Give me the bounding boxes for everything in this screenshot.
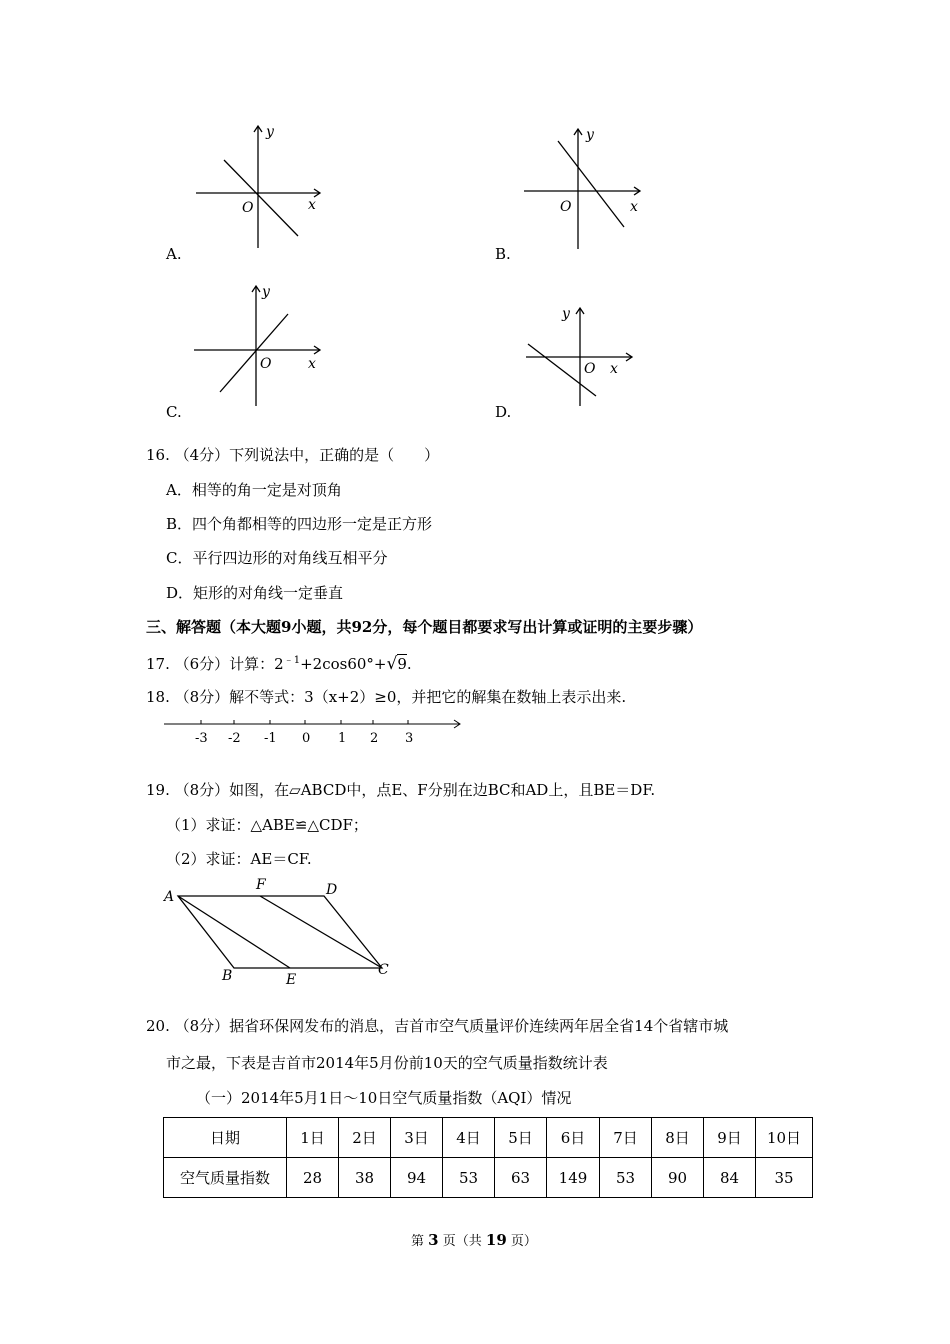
date-cell: 2日 xyxy=(339,1118,391,1158)
graph-option-b xyxy=(518,125,658,255)
row-header-aqi: 空气质量指数 xyxy=(164,1158,287,1198)
table-caption: （一）2014年5月1日～10日空气质量指数（AQI）情况 xyxy=(196,1089,572,1107)
tick-label: 3 xyxy=(405,731,414,746)
date-cell: 4日 xyxy=(443,1118,495,1158)
vertex-a-label: A xyxy=(164,889,175,905)
graph-option-a xyxy=(190,120,330,255)
date-cell: 3日 xyxy=(391,1118,443,1158)
table-row xyxy=(164,1118,813,1158)
question-16-stem: 16. （4分）下列说法中，正确的是（ ） xyxy=(146,446,440,464)
date-cell: 6日 xyxy=(547,1118,600,1158)
axis-x-label: x xyxy=(308,356,316,372)
section-3-heading: 三、解答题（本大题9小题，共92分，每个题目都要求写出计算或证明的主要步骤） xyxy=(146,618,703,636)
vertex-f-label: F xyxy=(256,877,266,893)
question-17 xyxy=(146,651,412,674)
question-20-line-1: 20. （8分）据省环保网发布的消息，吉首市空气质量评价连续两年居全省14个省辖市城 xyxy=(146,1017,729,1035)
row-header-date: 日期 xyxy=(164,1118,287,1158)
aqi-value-cell: 149 xyxy=(547,1158,600,1198)
aqi-value-cell: 90 xyxy=(652,1158,704,1198)
question-16-option-d: D．矩形的对角线一定垂直 xyxy=(166,584,344,602)
table-row xyxy=(164,1158,813,1198)
graph-option-d xyxy=(520,302,650,412)
tick-label: 0 xyxy=(302,731,311,746)
origin-label: O xyxy=(260,356,272,372)
aqi-value-cell: 28 xyxy=(287,1158,339,1198)
origin-label: O xyxy=(560,199,572,215)
question-19-stem: 19. （8分）如图，在▱ABCD中，点E、F分别在边BC和AD上，且BE＝DF. xyxy=(146,781,656,799)
tick-label: -3 xyxy=(195,731,208,746)
axis-y-label: y xyxy=(262,284,270,300)
vertex-d-label: D xyxy=(326,882,338,898)
axis-x-label: x xyxy=(610,361,618,377)
axis-y-label: y xyxy=(586,127,594,143)
page-footer xyxy=(411,1230,537,1249)
question-19-part-1: （1）求证：△ABE≌△CDF； xyxy=(166,816,368,834)
question-19-part-2: （2）求证：AE＝CF. xyxy=(166,850,312,868)
date-cell: 5日 xyxy=(495,1118,547,1158)
tick-label: 1 xyxy=(338,731,347,746)
option-b-label: B. xyxy=(495,245,511,263)
vertex-c-label: C xyxy=(378,962,389,978)
aqi-value-cell: 38 xyxy=(339,1158,391,1198)
date-cell: 7日 xyxy=(600,1118,652,1158)
tick-label: -1 xyxy=(264,731,277,746)
tick-label: -2 xyxy=(228,731,241,746)
question-17-exponent: ﹣1 xyxy=(283,655,301,666)
aqi-table xyxy=(163,1117,813,1198)
tick-label: 2 xyxy=(370,731,379,746)
axis-y-label: y xyxy=(562,306,570,322)
aqi-value-cell: 35 xyxy=(756,1158,813,1198)
aqi-value-cell: 84 xyxy=(704,1158,756,1198)
date-cell: 10日 xyxy=(756,1118,813,1158)
footer-pre: 第 xyxy=(411,1234,425,1249)
question-16-option-a: A．相等的角一定是对顶角 xyxy=(166,481,342,499)
aqi-value-cell: 53 xyxy=(443,1158,495,1198)
number-line xyxy=(160,712,470,750)
option-d-label: D. xyxy=(495,403,512,421)
option-a-label: A. xyxy=(166,245,182,263)
question-17-radicand: 9 xyxy=(397,655,407,673)
question-16-option-c: C．平行四边形的对角线互相平分 xyxy=(166,549,388,567)
footer-mid: 页（共 xyxy=(442,1234,482,1249)
question-16-option-b: B．四个角都相等的四边形一定是正方形 xyxy=(166,515,433,533)
sqrt-symbol: √ xyxy=(386,654,398,674)
aqi-value-cell: 63 xyxy=(495,1158,547,1198)
vertex-b-label: B xyxy=(222,968,233,984)
date-cell: 8日 xyxy=(652,1118,704,1158)
parallelogram-figure xyxy=(160,874,400,990)
footer-page-number: 3 xyxy=(428,1231,439,1249)
origin-label: O xyxy=(242,200,254,216)
option-c-label: C. xyxy=(166,403,182,421)
question-17-prefix: 17. （6分）计算：2 xyxy=(146,655,284,673)
date-cell: 9日 xyxy=(704,1118,756,1158)
question-17-end: . xyxy=(406,655,412,673)
axis-x-label: x xyxy=(630,199,638,215)
origin-label: O xyxy=(584,361,596,377)
axis-x-label: x xyxy=(308,197,316,213)
footer-total-pages: 19 xyxy=(485,1231,507,1249)
question-18-stem: 18. （8分）解不等式：3（x+2）≥0，并把它的解集在数轴上表示出来. xyxy=(146,688,627,706)
question-20-line-2: 市之最，下表是吉首市2014年5月份前10天的空气质量指数统计表 xyxy=(166,1054,608,1072)
axis-y-label: y xyxy=(266,124,274,140)
aqi-value-cell: 94 xyxy=(391,1158,443,1198)
graph-option-c xyxy=(190,282,330,412)
date-cell: 1日 xyxy=(287,1118,339,1158)
footer-post: 页） xyxy=(510,1234,537,1249)
question-17-middle: +2cos60°+ xyxy=(300,655,387,673)
aqi-value-cell: 53 xyxy=(600,1158,652,1198)
vertex-e-label: E xyxy=(286,972,297,988)
